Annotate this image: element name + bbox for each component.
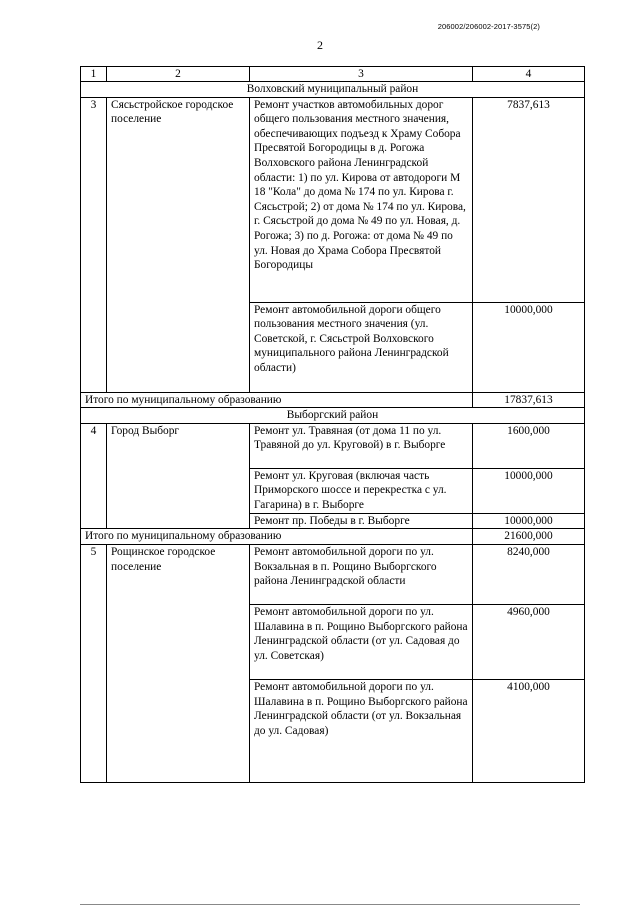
amount-value: 10000,000 (473, 302, 585, 392)
district-title: Выборгский район (81, 408, 585, 424)
amount-value: 10000,000 (473, 513, 585, 529)
table-row (81, 544, 585, 604)
district-title: Волховский муниципальный район (81, 82, 585, 98)
table-row (81, 97, 585, 302)
section-header-row (81, 408, 585, 424)
amount-value: 7837,613 (473, 97, 585, 302)
amount-value: 1600,000 (473, 423, 585, 468)
work-description: Ремонт автомобильной дороги по ул. Шалавина в п. Рощино Выборгского района Ленинградской области (от ул. Вокзальная до ул. Садовая) (250, 679, 473, 782)
column-number: 4 (473, 67, 585, 82)
work-description: Ремонт автомобильной дороги общего пользования местного значения (ул. Советской, г. Сясьстрой Волховского муниципального района Ленинградской области) (250, 302, 473, 392)
total-value: 21600,000 (473, 529, 585, 545)
table-row (81, 423, 585, 468)
settlement-name: Рощинское городское поселение (107, 544, 250, 782)
settlement-name: Город Выборг (107, 423, 250, 529)
amount-value: 4960,000 (473, 604, 585, 679)
column-number: 1 (81, 67, 107, 82)
work-description: Ремонт пр. Победы в г. Выборге (250, 513, 473, 529)
work-description: Ремонт участков автомобильных дорог общего пользования местного значения, обеспечивающих подъезд к Храму Собора Пресвятой Богородицы в д. Рогожа Волховского района Ленинградской области: 1) по ул. Кирова от автодороги М 18 "Кола" до дома № 174 по ул. Кирова г. Сясьстрой; 2) от дома № 174 по ул. Кирова, г. Сясьстрой до дома № 49 по ул. Новая, д. Рогожа; 3) по д. Рогожа: от дома № 49 по ул. Новая до Храма Собора Пресвятой Богородицы (250, 97, 473, 302)
row-number: 3 (81, 97, 107, 392)
amount-value: 4100,000 (473, 679, 585, 782)
work-description: Ремонт ул. Травяная (от дома 11 по ул. Травяной до ул. Круговой) в г. Выборге (250, 423, 473, 468)
row-number: 5 (81, 544, 107, 782)
amount-value: 8240,000 (473, 544, 585, 604)
document-id: 206002/206002-2017-3575(2) (437, 22, 540, 31)
work-description: Ремонт ул. Круговая (включая часть Приморского шоссе и перекрестка с ул. Гагарина) в г. Выборге (250, 468, 473, 513)
total-row (81, 529, 585, 545)
column-number: 2 (107, 67, 250, 82)
row-number: 4 (81, 423, 107, 529)
total-row (81, 392, 585, 408)
work-description: Ремонт автомобильной дороги по ул. Вокзальная в п. Рощино Выборгского района Ленинградской области (250, 544, 473, 604)
page-number: 2 (317, 38, 323, 52)
total-value: 17837,613 (473, 392, 585, 408)
section-header-row (81, 82, 585, 98)
amount-value: 10000,000 (473, 468, 585, 513)
total-label: Итого по муниципальному образованию (81, 529, 473, 545)
total-label: Итого по муниципальному образованию (81, 392, 473, 408)
work-description: Ремонт автомобильной дороги по ул. Шалавина в п. Рощино Выборгского района Ленинградской области (от ул. Садовая до ул. Советская) (250, 604, 473, 679)
appropriation-table (80, 66, 585, 783)
column-number-row (81, 67, 585, 82)
settlement-name: Сясьстройское городское поселение (107, 97, 250, 392)
column-number: 3 (250, 67, 473, 82)
